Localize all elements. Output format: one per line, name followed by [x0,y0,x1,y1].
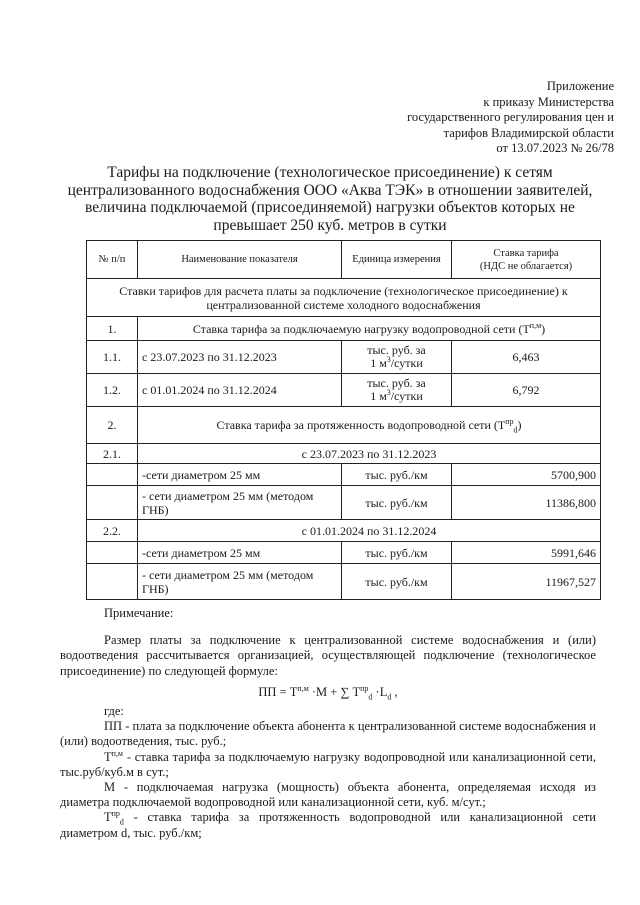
group-title-text: Ставка тарифа за подключаемую нагрузку водопроводной сети (Т [192,321,530,336]
row-unit: тыс. руб./км [342,486,452,520]
row-unit [342,341,452,374]
unit-line [346,390,447,404]
row-value: 11967,527 [452,564,601,600]
approval-line: от 13.07.2023 № 26/78 [496,141,614,155]
header-rate-line: (НДС не облагается) [479,260,573,272]
header-num: № п/п [87,241,138,279]
row-value: 6,463 [452,341,601,374]
row-num: 1.2. [87,374,138,407]
unit-text: 1 м [370,389,387,403]
definition-sup: п,м [111,748,123,758]
group-title-close: ) [517,418,522,432]
period-row [87,520,601,542]
approval-line: к приказу Министерства [483,94,614,109]
formula-sub: d [368,692,373,702]
unit-line: тыс. руб. за [367,342,426,357]
header-name: Наименование показателя [138,241,342,279]
group-title-text: Ставка тарифа за протяженность водопроводной сети ( [216,418,498,432]
group-title-t: Т [497,418,506,432]
group-num: 1. [87,317,138,341]
group-title-sub: d [513,425,518,435]
header-rate [452,241,601,279]
approval-line: государственного регулирования цен и [407,110,614,124]
unit-text: 1 м [370,356,387,370]
row-value: 11386,800 [452,486,601,520]
row-name: - сети диаметром 25 мм (методом ГНБ) [138,564,342,600]
period-title: с 01.01.2024 по 31.12.2024 [138,520,601,542]
row-num [87,542,138,564]
formula-part: ·L [372,684,388,699]
group-title-sup: пр [505,417,514,426]
row-value: 5991,646 [452,542,601,564]
definition-term: ПП [104,719,123,734]
group-title [138,407,601,444]
row-unit: тыс. руб./км [342,464,452,486]
definition-sub: d [119,817,124,827]
group-title-sup: п,м [529,320,542,330]
where-label: где: [104,704,124,719]
row-name: -сети диаметром 25 мм [138,464,342,486]
table-row [87,374,601,407]
group-title [138,317,601,341]
definition [60,719,596,749]
row-unit: тыс. руб./км [342,542,452,564]
definition [60,810,596,840]
table-row [87,486,601,520]
period-num: 2.1. [87,444,138,464]
note-section [60,606,596,841]
table-row [87,542,601,564]
unit-sup: 3 [386,355,391,364]
definition-text: - плата за подключение объекта абонента к централизованной системе водоснабжения и (или) водоотведения, тыс. руб.; [60,719,596,749]
approval-line: Приложение [546,79,614,93]
section-title: Ставки тарифов для расчета платы за подключение (технологическое присоединение) к централизованной системе холодного водоснабжения [87,279,601,317]
note-intro: Размер платы за подключение к централизованной системе водоснабжения и (или) водоотведения рассчитывается организацией, осуществляющей подключение (технологическое присоединение) по следующей формуле: [60,633,596,678]
group-row [87,317,601,341]
definition-sup: пр [111,809,120,819]
row-period: с 01.01.2024 по 31.12.2024 [138,374,342,407]
note-heading: Примечание: [104,606,174,620]
definition-term: М [104,780,116,795]
formula-sup: п,м [297,683,309,693]
formula-part: ·М + ∑ Т [308,684,361,699]
row-value: 5700,900 [452,464,601,486]
row-unit [342,374,452,407]
definition [60,780,596,810]
period-title: с 23.07.2023 по 31.12.2023 [138,444,601,464]
header-rate-line: Ставка тарифа [493,247,559,259]
document-title: Тарифы на подключение (технологическое присоединение) к сетям централизованного водоснабжения ООО «Аква ТЭК» в отношении заявителей, величина подключаемой (присоединяемой) нагрузки объектов которых не превышает 250 куб. метров в сутки [67,164,593,234]
formula-part: ПП = Т [258,684,298,699]
definition-term: Т [104,749,112,764]
approval-block [384,79,614,157]
approval-line: тарифов Владимирской области [443,125,614,140]
group-title-close: ) [541,321,546,336]
section-row [87,279,601,317]
definition-text: - ставка тарифа за протяженность водопроводной или канализационной сети диаметром d, тыс. руб./км; [60,810,596,840]
row-num [87,564,138,600]
unit-line [346,357,447,371]
unit-sup: 3 [386,388,391,397]
tariff-table [86,240,601,600]
row-num [87,464,138,486]
row-num [87,486,138,520]
group-row [87,407,601,444]
unit-text: /сутки [390,389,423,403]
row-num: 1.1. [87,341,138,374]
table-row [87,564,601,600]
unit-text: /сутки [390,356,423,370]
formula [60,685,596,700]
row-value: 6,792 [452,374,601,407]
period-num: 2.2. [87,520,138,542]
table-row [87,341,601,374]
formula-sub: d [387,692,392,702]
header-unit: Единица измерения [342,241,452,279]
row-period: с 23.07.2023 по 31.12.2023 [138,341,342,374]
table-row [87,464,601,486]
group-num: 2. [87,407,138,444]
definition [60,750,596,780]
row-name: -сети диаметром 25 мм [138,542,342,564]
definition-text: - ставка тарифа за подключаемую нагрузку водопроводной или канализационной сети, тыс.руб/куб.м в сут.; [60,749,596,779]
definition-term: Т [104,810,112,825]
formula-part: , [391,684,398,699]
period-row [87,444,601,464]
row-name: - сети диаметром 25 мм (методом ГНБ) [138,486,342,520]
formula-sup: пр [360,683,369,693]
unit-line: тыс. руб. за [367,375,426,390]
row-unit: тыс. руб./км [342,564,452,600]
definition-text: - подключаемая нагрузка (мощность) объекта абонента, определяемая исходя из диаметра подключаемой водопроводной или канализационной сети, куб. м/сут.; [60,780,596,810]
table-header-row [87,241,601,279]
